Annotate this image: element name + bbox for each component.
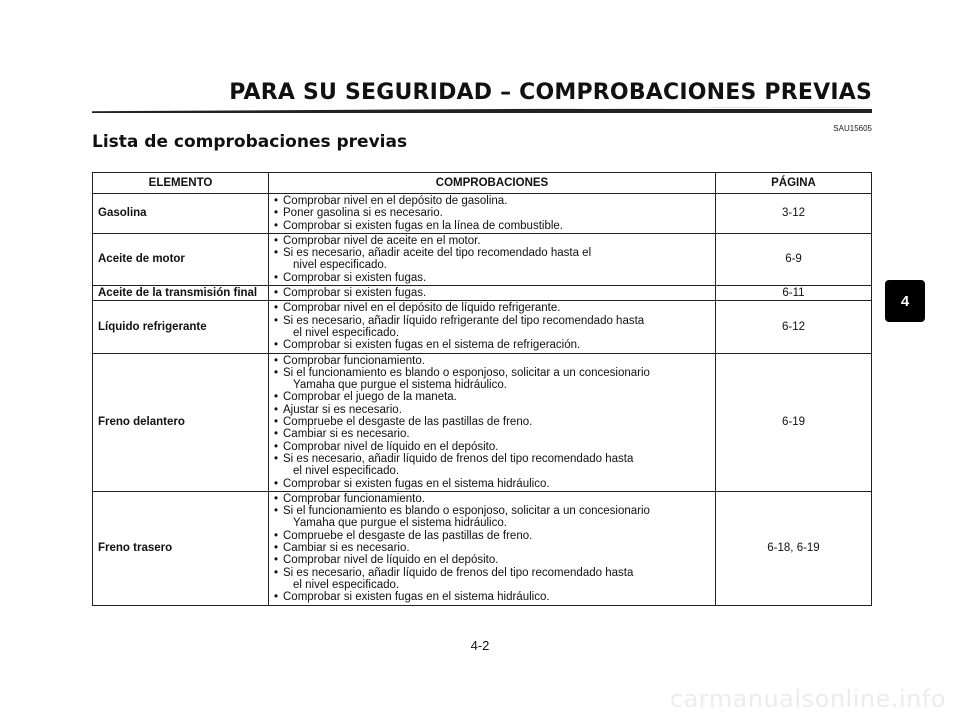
bullet-icon: • (274, 492, 279, 505)
bullet-icon: • (274, 566, 279, 579)
element-cell: Aceite de la transmisión final (93, 286, 269, 301)
bullet-icon: • (274, 366, 279, 379)
check-text: Si el funcionamiento es blando o esponjoso, solicitar a un concesionario (283, 505, 650, 518)
checklist-table (92, 172, 872, 606)
bullet-icon: • (274, 440, 279, 453)
page-cell: 6-12 (716, 301, 872, 353)
check-text: Si es necesario, añadir líquido de frenos del tipo recomendado hasta (283, 566, 634, 579)
bullet-icon: • (274, 247, 279, 260)
check-text: Compruebe el desgaste de las pastillas de freno. (283, 416, 533, 429)
table-row (93, 301, 872, 353)
check-item (274, 453, 710, 478)
bullet-icon: • (274, 403, 279, 416)
check-item (274, 315, 710, 340)
check-item (274, 591, 710, 603)
check-text: Comprobar si existen fugas en el sistema hidráulico. (283, 477, 550, 490)
bullet-icon: • (274, 271, 279, 284)
bullet-icon: • (274, 452, 279, 465)
check-item (274, 367, 710, 392)
checks-cell (269, 233, 716, 285)
check-text: Comprobar si existen fugas en el sistema de refrigeración. (283, 339, 581, 352)
bullet-icon: • (274, 207, 279, 220)
bullet-icon: • (274, 234, 279, 247)
header-rule (92, 107, 872, 113)
check-item (274, 416, 710, 428)
checks-cell (269, 286, 716, 301)
checks-cell (269, 194, 716, 234)
bullet-icon: • (274, 416, 279, 429)
page-cell: 6-18, 6-19 (716, 491, 872, 605)
bullet-icon: • (274, 542, 279, 555)
check-text: Comprobar el juego de la maneta. (283, 391, 457, 404)
table-row (93, 233, 872, 285)
check-text-continuation: el nivel especificado. (293, 465, 400, 478)
column-header-page: PÁGINA (716, 173, 872, 194)
table-header-row (93, 173, 872, 194)
check-text-continuation: el nivel especificado. (293, 578, 400, 591)
check-item (274, 554, 710, 566)
check-text: Si es necesario, añadir líquido refrigerante del tipo recomendado hasta (283, 314, 645, 327)
check-text: Comprobar si existen fugas. (283, 287, 427, 300)
bullet-icon: • (274, 354, 279, 367)
bullet-icon: • (274, 529, 279, 542)
element-cell: Gasolina (93, 194, 269, 234)
page-number: 4-2 (470, 638, 490, 653)
checks-cell (269, 353, 716, 491)
check-text: Ajustar si es necesario. (283, 403, 402, 416)
check-text: Comprobar si existen fugas en la línea de combustible. (283, 219, 563, 232)
check-item (274, 428, 710, 440)
check-text: Si es necesario, añadir líquido de frenos del tipo recomendado hasta (283, 452, 634, 465)
check-item (274, 530, 710, 542)
check-text-continuation: el nivel especificado. (293, 326, 400, 339)
check-item (274, 247, 710, 272)
table-body (93, 194, 872, 606)
element-cell: Líquido refrigerante (93, 301, 269, 353)
check-text-continuation: nivel especificado. (293, 259, 387, 272)
table-row (93, 194, 872, 234)
check-item (274, 391, 710, 403)
checks-cell (269, 301, 716, 353)
check-text: Comprobar nivel en el depósito de gasolina. (283, 195, 508, 207)
bullet-icon: • (274, 314, 279, 327)
section-title: Lista de comprobaciones previas (92, 132, 408, 152)
bullet-icon: • (274, 591, 279, 604)
element-cell: Freno trasero (93, 491, 269, 605)
check-item (274, 542, 710, 554)
check-text: Comprobar si existen fugas. (283, 271, 427, 284)
check-text: Poner gasolina si es necesario. (283, 207, 443, 220)
check-text: Comprobar nivel de aceite en el motor. (283, 234, 481, 247)
table-row (93, 286, 872, 301)
page-cell: 6-9 (716, 233, 872, 285)
column-header-element: ELEMENTO (93, 173, 269, 194)
check-item (274, 195, 710, 207)
check-text: Comprobar si existen fugas en el sistema hidráulico. (283, 591, 550, 604)
chapter-tab: 4 (885, 280, 925, 322)
check-text-continuation: Yamaha que purgue el sistema hidráulico. (293, 517, 507, 530)
column-header-checks: COMPROBACIONES (269, 173, 716, 194)
check-item (274, 220, 710, 232)
check-text: Si el funcionamiento es blando o esponjoso, solicitar a un concesionario (283, 366, 650, 379)
check-text: Si es necesario, añadir aceite del tipo recomendado hasta el (283, 247, 592, 260)
check-item (274, 493, 710, 505)
check-text-continuation: Yamaha que purgue el sistema hidráulico. (293, 379, 507, 392)
element-cell: Aceite de motor (93, 233, 269, 285)
document-code: SAU15605 (833, 124, 872, 133)
element-cell: Freno delantero (93, 353, 269, 491)
check-item (274, 339, 710, 351)
check-text: Comprobar nivel de líquido en el depósito. (283, 554, 499, 567)
bullet-icon: • (274, 219, 279, 232)
bullet-icon: • (274, 505, 279, 518)
bullet-icon: • (274, 302, 279, 315)
check-item (274, 207, 710, 219)
check-item (274, 272, 710, 284)
bullet-icon: • (274, 339, 279, 352)
table-row (93, 353, 872, 491)
watermark: carmanualsonline.info (669, 685, 946, 713)
table-row (93, 491, 872, 605)
page-cell: 3-12 (716, 194, 872, 234)
check-text: Comprobar funcionamiento. (283, 492, 425, 505)
page-cell: 6-19 (716, 353, 872, 491)
check-text: Compruebe el desgaste de las pastillas de freno. (283, 529, 533, 542)
check-item (274, 505, 710, 530)
bullet-icon: • (274, 391, 279, 404)
bullet-icon: • (274, 195, 279, 207)
bullet-icon: • (274, 477, 279, 490)
check-text: Comprobar nivel de líquido en el depósito. (283, 440, 499, 453)
check-item (274, 478, 710, 490)
page-cell: 6-11 (716, 286, 872, 301)
page-header-title: PARA SU SEGURIDAD – COMPROBACIONES PREVIAS (229, 80, 872, 105)
check-item (274, 404, 710, 416)
check-item (274, 355, 710, 367)
check-item (274, 302, 710, 314)
bullet-icon: • (274, 428, 279, 441)
check-text: Cambiar si es necesario. (283, 542, 410, 555)
check-text: Comprobar nivel en el depósito de líquido refrigerante. (283, 302, 561, 315)
check-item (274, 287, 710, 299)
check-item (274, 235, 710, 247)
bullet-icon: • (274, 287, 279, 300)
check-text: Cambiar si es necesario. (283, 428, 410, 441)
check-item (274, 441, 710, 453)
check-item (274, 567, 710, 592)
check-text: Comprobar funcionamiento. (283, 354, 425, 367)
bullet-icon: • (274, 554, 279, 567)
checks-cell (269, 491, 716, 605)
